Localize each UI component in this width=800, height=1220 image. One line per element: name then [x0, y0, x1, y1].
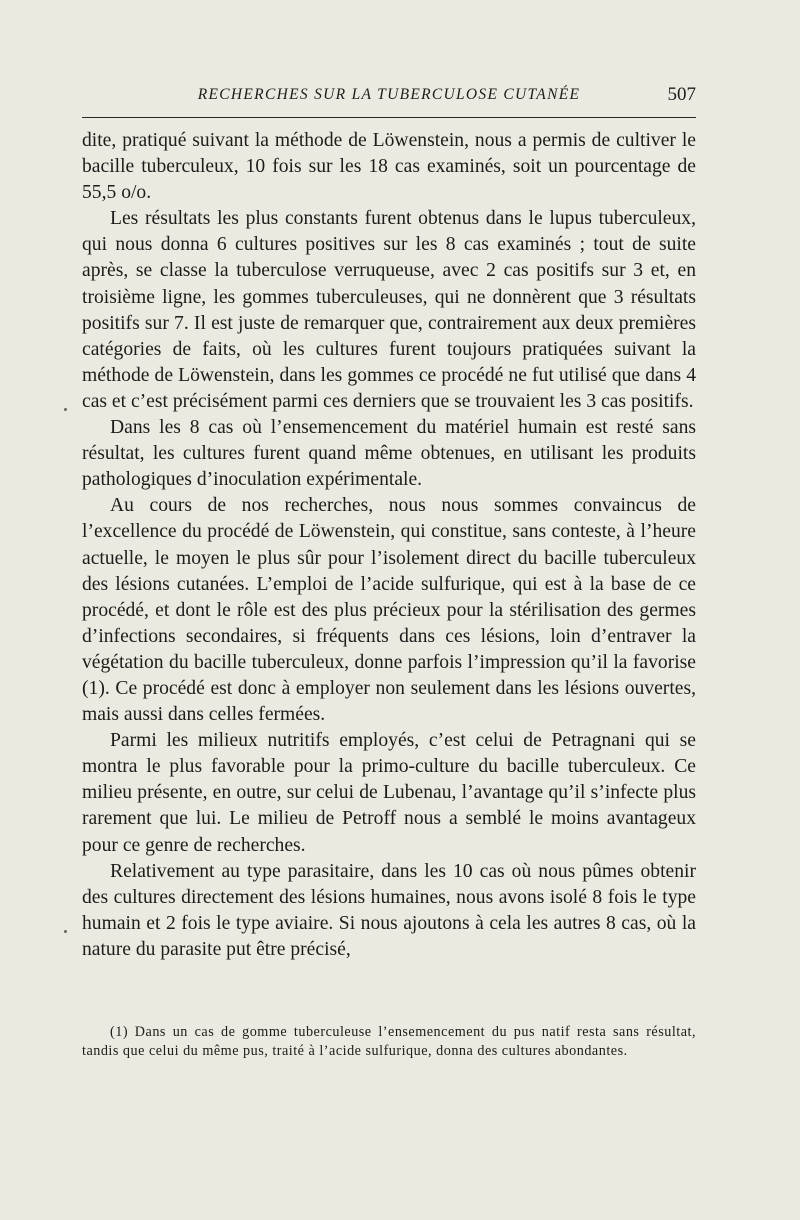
- paragraph-culture-media: Parmi les milieux nutritifs employés, c’est celui de Petragnani qui se montra le plus favorable pour la primo-culture du bacille tuberculeux. Ce milieu présente, en outre, sur celui de Lubenau, l’avantage qu’il s’infecte plus rarement que lui. Le milieu de Petroff nous a semblé le moins avantageux pour ce genre de recherches.: [82, 730, 696, 856]
- paragraph-negative-cases: Dans les 8 cas où l’ensemencement du matériel humain est resté sans résultat, les cultures furent quand même obtenues, en utilisant les produits pathologiques d’inoculation expérimentale.: [82, 417, 696, 491]
- header-rule: [82, 117, 696, 118]
- footnote-text: (1) Dans un cas de gomme tuberculeuse l’ensemencement du pus natif resta sans résultat, tandis que celui du même pus, traité à l’acide sulfurique, donna des cultures abondantes.: [82, 1024, 696, 1060]
- paragraph-results: Les résultats les plus constants furent obtenus dans le lupus tuberculeux, qui nous donna 6 cultures positives sur les 8 cas examinés ; tout de suite après, se classe la tuberculose verruqueuse, avec 2 cas positifs sur 3 et, en troisième ligne, les gommes tuberculeuses, qui ne donnèrent que 3 résultats positifs sur 7. Il est juste de remarquer que, contrairement aux deux premières catégories de faits, où les cultures furent toujours pratiquées suivant la méthode de Löwenstein, dans les gommes ce procédé ne fut utilisé que dans 4 cas et c’est précisément parmi ces derniers que se trouvaient les 3 cas positifs.: [82, 208, 696, 412]
- paragraph-continued: dite, pratiqué suivant la méthode de Löwenstein, nous a permis de cultiver le bacille tuberculeux, 10 fois sur les 18 cas examinés, soit un pourcentage de 55,5 o/o.: [82, 130, 696, 204]
- body-text: [82, 128, 696, 963]
- paper-speck: [64, 408, 67, 411]
- running-title: RECHERCHES SUR LA TUBERCULOSE CUTANÉE: [197, 86, 581, 103]
- footnote: [82, 1023, 696, 1062]
- paper-speck: [64, 930, 67, 933]
- page-number: 507: [667, 84, 696, 105]
- paragraph-lowenstein-method: Au cours de nos recherches, nous nous sommes convaincus de l’excellence du procédé de Löwenstein, qui constitue, sans conteste, à l’heure actuelle, le moyen le plus sûr pour l’isolement direct du bacille tuberculeux des lésions cutanées. L’emploi de l’acide sulfurique, qui est à la base de ce procédé, et dont le rôle est des plus précieux pour la stérilisation des germes d’infections secondaires, si fréquents dans ces lésions, loin d’entraver la végétation du bacille tuberculeux, donne parfois l’impression qu’il la favorise (1). Ce procédé est donc à employer non seulement dans les lésions ouvertes, mais aussi dans celles fermées.: [82, 495, 696, 726]
- paragraph-parasite-type: Relativement au type parasitaire, dans les 10 cas où nous pûmes obtenir des cultures directement des lésions humaines, nous avons isolé 8 fois le type humain et 2 fois le type aviaire. Si nous ajoutons à cela les autres 8 cas, où la nature du parasite put être précisé,: [82, 860, 696, 960]
- running-head: [82, 84, 696, 110]
